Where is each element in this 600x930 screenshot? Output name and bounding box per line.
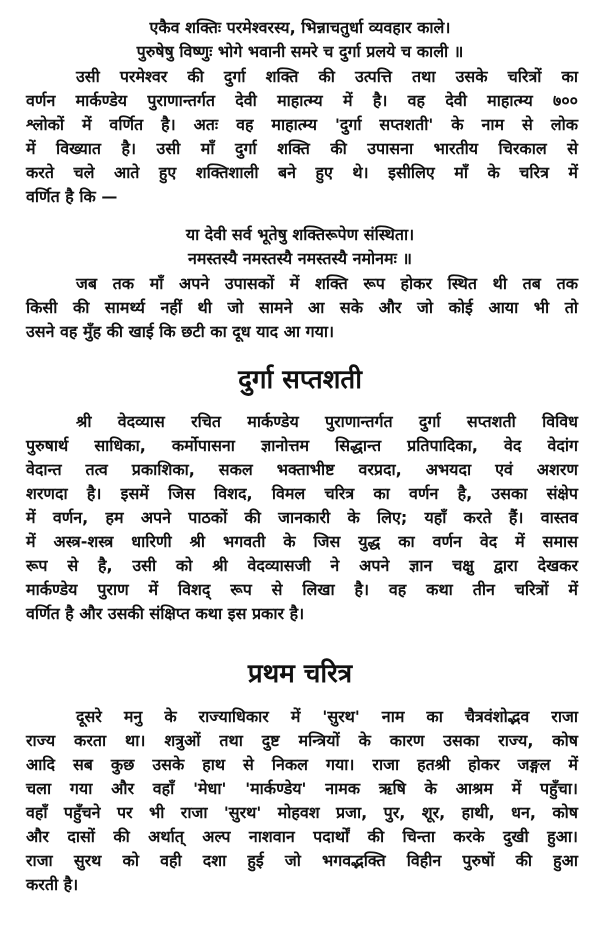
paragraph-line: रूप से है, उसी को श्री वेदव्यासजी ने अपने ज्ञान चक्षु द्वारा देखकर (26, 556, 578, 575)
paragraph-line: पुरुषार्थ साधिका, कर्मोपासना ज्ञानोत्तम सिद्धान्त प्रतिपादिका, वेद वेदांग (26, 436, 578, 455)
paragraph-line: में विख्यात है। उसी माँ दुर्गा शक्ति की उपासना भारतीय चिरकाल से (26, 139, 578, 158)
verse-line: नमस्तस्यै नमस्तस्यै नमस्तस्यै नमोनमः ॥ (187, 249, 413, 268)
paragraph-line: उसने वह मुँह की खाई कि छटी का दूध याद आ गया। (26, 322, 335, 341)
paragraph-line: वहाँ पहुँचने पर भी राजा 'सुरथ' मोहवश प्रजा, पुर, शूर, हाथी, धन, कोष (26, 803, 578, 822)
paragraph-line: चला गया और वहाँ 'मेधा' 'मार्कण्डेय' नामक ऋषि के आश्रम में पहुँचा। (26, 779, 578, 798)
paragraph-line: राज्य करता था। शत्रुओं तथा दुष्ट मन्त्रियों के कारण उसका राज्य, कोष (26, 731, 578, 750)
section-heading: प्रथम चरित्र (247, 659, 353, 689)
paragraph-line: में अस्त्र-शस्त्र धारिणी श्री भगवती के जिस युद्ध का वर्णन वेद में समास (26, 532, 578, 551)
paragraph-line: आदि सब कुछ उसके हाथ से निकल गया। राजा हतश्री होकर जङ्गल में (26, 755, 578, 774)
paragraph-line: श्लोकों में वर्णित है। अतः वह माहात्म्य 'दुर्गा सप्तशती' के नाम से लोक (26, 115, 578, 134)
paragraph-line: किसी की सामर्थ्य नहीं थी जो सामने आ सके और जो कोई आया भी तो (26, 298, 578, 317)
paragraph-line: वर्णित है और उसकी संक्षिप्त कथा इस प्रकार है। (26, 604, 305, 623)
paragraph-line: वर्णन मार्कण्डेय पुराणान्तर्गत देवी माहात्म्य में है। वह देवी माहात्म्य ७०० (26, 91, 578, 110)
paragraph-line: और दासों की अर्थात् अल्प नाशवान पदार्थों की चिन्ता करके दुखी हुआ। (26, 827, 578, 846)
paragraph-line: मार्कण्डेय पुराण में विशद् रूप से लिखा है। वह कथा तीन चरित्रों में (26, 580, 578, 599)
paragraph-line: राजा सुरथ को वही दशा हुई जो भगवद्भक्ति विहीन पुरुषों की हुआ (26, 851, 578, 870)
paragraph-line: करते चले आते हुए शक्तिशाली बने हुए थे। इसीलिए माँ के चरित्र में (26, 163, 578, 182)
section-heading: दुर्गा सप्तशती (238, 365, 362, 395)
paragraph-line: वेदान्त तत्व प्रकाशिका, सकल भक्ताभीष्ट वरप्रदा, अभयदा एवं अशरण (26, 460, 578, 479)
paragraph-line: जब तक माँ अपने उपासकों में शक्ति रूप होकर स्थित थी तब तक (76, 274, 578, 293)
paragraph-line: करती है। (26, 875, 79, 894)
verse-line: एकैव शक्तिः परमेश्वरस्य, भिन्नाचतुर्धा व्यवहार काले। (149, 18, 451, 37)
paragraph-line: श्री वेदव्यास रचित मार्कण्डेय पुराणान्तर्गत दुर्गा सप्तशती विविध (76, 412, 578, 431)
paragraph-line: में वर्णन, हम अपने पाठकों की जानकारी के लिए; यहाँ करते हैं। वास्तव (26, 508, 578, 527)
paragraph-line: उसी परमेश्वर की दुर्गा शक्ति की उत्पत्ति तथा उसके चरित्रों का (76, 67, 578, 86)
verse-line: पुरुषेषु विष्णुः भोगे भवानी समरे च दुर्गा प्रलये च काली ॥ (136, 42, 464, 61)
paragraph-line: वर्णित है कि — (26, 187, 118, 206)
paragraph-line: शरणदा है। इसमें जिस विशद, विमल चरित्र का वर्णन है, उसका संक्षेप (26, 484, 578, 503)
paragraph-line: दूसरे मनु के राज्याधिकार में 'सुरथ' नाम का चैत्रवंशोद्भव राजा (76, 707, 578, 726)
verse-line: या देवी सर्व भूतेषु शक्तिरूपेण संस्थिता। (185, 225, 415, 244)
